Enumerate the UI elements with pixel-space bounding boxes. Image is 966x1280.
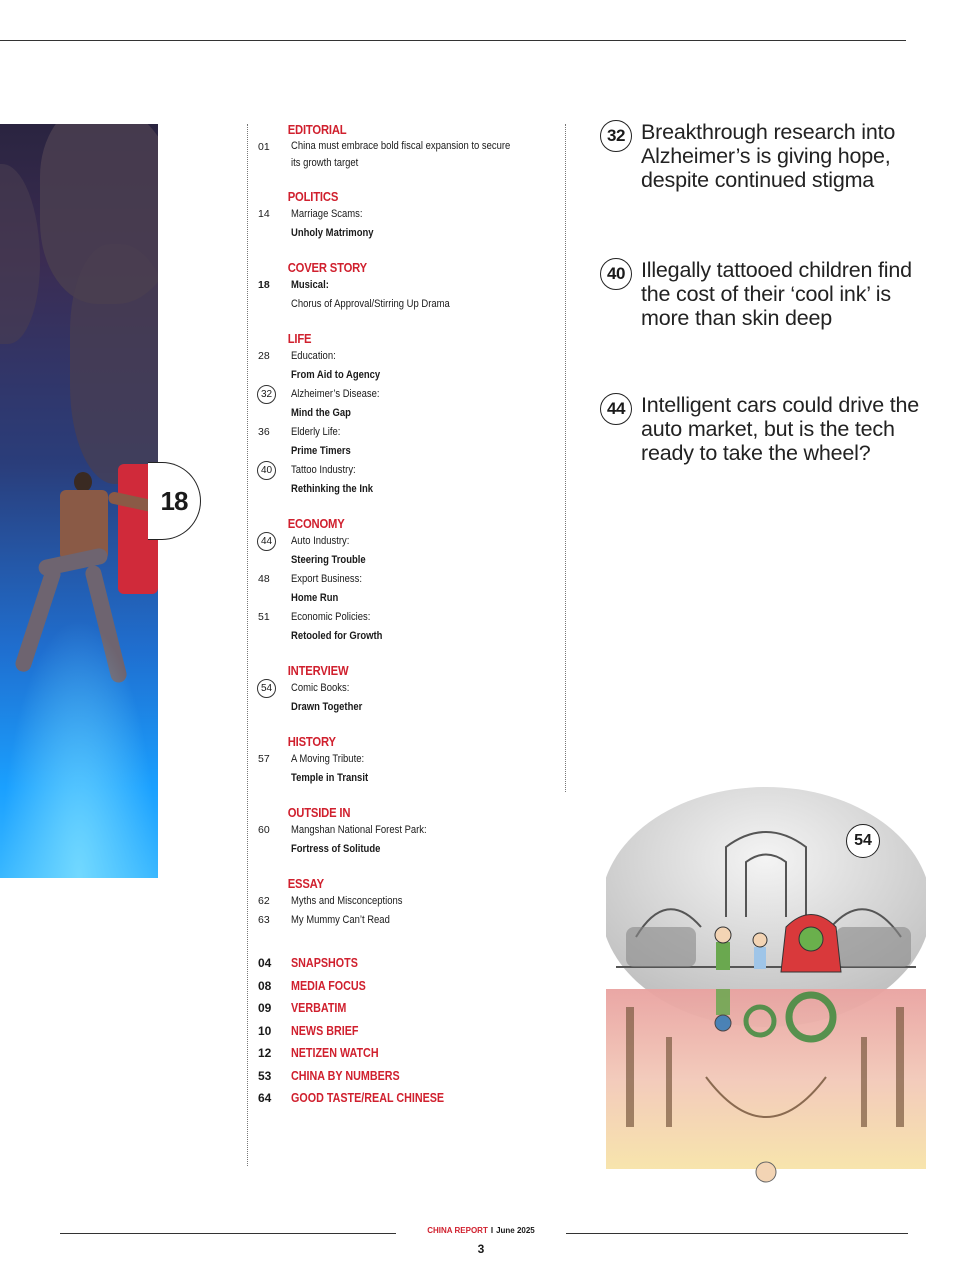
toc-page-number: 62 — [258, 895, 270, 907]
toc-regular-label: SNAPSHOTS — [291, 956, 358, 970]
toc-entry-kicker: Economic Policies: — [291, 611, 371, 623]
toc-page-number: 04 — [258, 956, 272, 970]
toc-entry-kicker: Myths and Misconceptions — [291, 895, 403, 907]
toc-entry-page — [258, 911, 291, 930]
toc-page-number: 08 — [258, 978, 272, 993]
highlight-text: Intelligent cars could drive the auto market, but is the tech ready to take the wheel? — [641, 393, 920, 465]
toc-page-number: 57 — [258, 753, 270, 765]
toc-section — [258, 260, 558, 314]
toc-entry-title: Steering Trouble — [291, 554, 366, 566]
illustration-page-badge: 54 — [846, 824, 880, 858]
toc-entry-text — [291, 911, 521, 930]
toc-divider-right — [565, 124, 566, 792]
toc-entry-text — [291, 750, 521, 788]
toc-entry — [258, 750, 558, 788]
toc-entry-kicker: Education: — [291, 350, 336, 362]
toc-section-title: COVER STORY — [287, 261, 367, 275]
toc-entry-page — [258, 975, 291, 998]
toc-entry-text — [291, 347, 521, 385]
toc-entry-page — [258, 1042, 291, 1065]
toc-entry-text — [291, 423, 521, 461]
toc-entry-page — [258, 276, 291, 295]
toc-entry-text — [291, 570, 521, 608]
toc-page-number: 12 — [258, 1046, 272, 1060]
toc-entry-kicker: Comic Books: — [291, 682, 350, 694]
toc-page-number: 09 — [258, 1001, 272, 1015]
toc-entry-text — [291, 892, 521, 911]
toc-entry-title: Unholy Matrimony — [291, 227, 374, 239]
toc-page-number: 14 — [258, 208, 270, 220]
toc-entry-text — [291, 385, 521, 423]
footer-rule-right — [566, 1233, 908, 1234]
toc-section-title: ESSAY — [287, 877, 324, 891]
page-number: 3 — [477, 1242, 485, 1256]
toc-entry-kicker: Musical: — [291, 279, 329, 291]
toc-entry-title: Mind the Gap — [291, 407, 351, 419]
toc-entry-text — [291, 276, 521, 314]
toc-page-number: 60 — [258, 824, 270, 836]
toc-entry-title: Rethinking the Ink — [291, 483, 373, 495]
highlight-text: Illegally tattooed children find the cost of their ‘cool ink’ is more than skin deep — [641, 258, 912, 330]
toc-entry-kicker: China must embrace bold fiscal expansion to secure its growth target — [291, 140, 511, 169]
toc-entry-kicker: Elderly Life: — [291, 426, 341, 438]
toc-regular-label: CHINA BY NUMBERS — [291, 1068, 400, 1083]
toc-entry — [258, 892, 558, 911]
toc-entry-page — [258, 532, 291, 551]
toc-entry — [258, 911, 558, 930]
toc-entry-kicker: My Mummy Can’t Read — [291, 914, 390, 926]
toc-page-number: 18 — [258, 279, 270, 291]
toc-entry-page — [258, 608, 291, 627]
toc-entry-text — [291, 608, 521, 646]
toc-entry-page — [258, 892, 291, 911]
toc-page-number: 01 — [258, 141, 270, 153]
toc-entry-title: Home Run — [291, 592, 339, 604]
toc-entry-page — [258, 461, 291, 480]
toc-regular-label: VERBATIM — [291, 1001, 347, 1015]
toc-entry-title: From Aid to Agency — [291, 369, 381, 381]
toc-section — [258, 663, 558, 717]
toc-section-title: LIFE — [287, 332, 312, 346]
toc-entry-page — [258, 205, 291, 224]
toc-section-title: EDITORIAL — [287, 123, 347, 137]
toc-entry-page — [258, 1087, 291, 1110]
footer-separator: I — [490, 1226, 494, 1235]
toc-entry — [258, 347, 558, 385]
toc-page-circle: 40 — [257, 461, 276, 480]
toc-section-title: INTERVIEW — [287, 664, 349, 678]
toc-entry-title: Fortress of Solitude — [291, 843, 381, 855]
toc-entry — [258, 423, 558, 461]
table-of-contents — [258, 122, 558, 1127]
toc-entry-page — [258, 952, 291, 975]
toc-entry-page — [258, 750, 291, 769]
toc-section — [258, 122, 558, 172]
toc-regular-item — [258, 1087, 558, 1110]
toc-page-number: 10 — [258, 1023, 272, 1038]
toc-entry-kicker: A Moving Tribute: — [291, 753, 365, 765]
highlight-page-circle: 40 — [600, 258, 632, 290]
toc-entry-title: Drawn Together — [291, 701, 363, 713]
toc-entry-text — [291, 205, 521, 243]
footer-rule-left — [60, 1233, 396, 1234]
toc-page-circle: 32 — [257, 385, 276, 404]
toc-entry-page — [258, 821, 291, 840]
toc-entry-kicker: Export Business: — [291, 573, 362, 585]
toc-page-number: 36 — [258, 426, 270, 438]
toc-section-title: OUTSIDE IN — [287, 806, 351, 820]
toc-entry-title: Chorus of Approval/Stirring Up Drama — [291, 298, 450, 310]
toc-entry — [258, 608, 558, 646]
toc-entry-page — [258, 1065, 291, 1088]
toc-section — [258, 734, 558, 788]
toc-entry-kicker: Mangshan National Forest Park: — [291, 824, 427, 836]
toc-entry-kicker: Alzheimer’s Disease: — [291, 388, 380, 400]
highlight-item — [600, 120, 930, 192]
issue-date: June 2025 — [496, 1226, 535, 1235]
toc-entry-kicker: Marriage Scams: — [291, 208, 363, 220]
toc-entry-kicker: Auto Industry: — [291, 535, 350, 547]
toc-entry — [258, 461, 558, 499]
top-rule — [0, 40, 906, 41]
toc-entry — [258, 276, 558, 314]
toc-regular-item — [258, 975, 558, 998]
toc-entry — [258, 532, 558, 570]
toc-entry-page — [258, 1020, 291, 1043]
toc-regulars — [258, 952, 558, 1110]
toc-regular-label: MEDIA FOCUS — [291, 978, 366, 993]
toc-regular-item — [258, 1020, 558, 1043]
toc-entry-page — [258, 997, 291, 1020]
toc-divider-left — [247, 124, 248, 1166]
toc-entry-page — [258, 679, 291, 698]
toc-entry-page — [258, 570, 291, 589]
toc-section-title: ECONOMY — [287, 517, 345, 531]
toc-section — [258, 331, 558, 499]
toc-regular-item — [258, 1065, 558, 1088]
toc-regular-label: NEWS BRIEF — [291, 1023, 359, 1038]
highlight-page-circle: 44 — [600, 393, 632, 425]
toc-entry-text — [291, 138, 521, 172]
toc-section-title: POLITICS — [287, 190, 339, 204]
toc-entry-title: Prime Timers — [291, 445, 351, 457]
toc-page-number: 53 — [258, 1068, 272, 1083]
toc-entry-text — [291, 679, 521, 717]
footer-line — [396, 1226, 566, 1235]
toc-entry-text — [291, 461, 521, 499]
toc-entry-text — [291, 532, 521, 570]
toc-section — [258, 189, 558, 243]
toc-entry — [258, 679, 558, 717]
toc-page-number: 63 — [258, 914, 270, 926]
toc-regular-item — [258, 1042, 558, 1065]
toc-entry-page — [258, 138, 291, 157]
toc-page-number: 28 — [258, 350, 270, 362]
toc-entry-title: Retooled for Growth — [291, 630, 383, 642]
toc-section — [258, 516, 558, 646]
toc-page-circle: 54 — [257, 679, 276, 698]
toc-regular-item — [258, 997, 558, 1020]
toc-page-number: 51 — [258, 611, 270, 623]
toc-section-title: HISTORY — [287, 735, 336, 749]
toc-entry-page — [258, 347, 291, 366]
toc-regular-label: NETIZEN WATCH — [291, 1046, 379, 1060]
highlight-text: Breakthrough research into Alzheimer’s is giving hope, despite continued stigma — [641, 120, 896, 192]
toc-section — [258, 805, 558, 859]
highlight-page-circle: 32 — [600, 120, 632, 152]
toc-regular-label: GOOD TASTE/REAL CHINESE — [291, 1091, 445, 1105]
toc-entry-kicker: Tattoo Industry: — [291, 464, 356, 476]
toc-entry-text — [291, 821, 521, 859]
toc-page-circle: 44 — [257, 532, 276, 551]
toc-regular-item — [258, 952, 558, 975]
magazine-brand: CHINA REPORT — [427, 1226, 488, 1235]
toc-entry-page — [258, 385, 291, 404]
cover-page-badge: 18 — [148, 462, 201, 540]
toc-entry-title: Temple in Transit — [291, 772, 369, 784]
toc-page-number: 48 — [258, 573, 270, 585]
highlight-item — [600, 258, 930, 330]
toc-entry — [258, 138, 558, 172]
toc-entry — [258, 821, 558, 859]
toc-page-number: 64 — [258, 1091, 272, 1105]
toc-entry — [258, 205, 558, 243]
toc-section — [258, 876, 558, 930]
toc-entry-page — [258, 423, 291, 442]
highlight-item — [600, 393, 930, 465]
toc-entry — [258, 385, 558, 423]
cover-photo — [0, 124, 158, 878]
toc-entry — [258, 570, 558, 608]
